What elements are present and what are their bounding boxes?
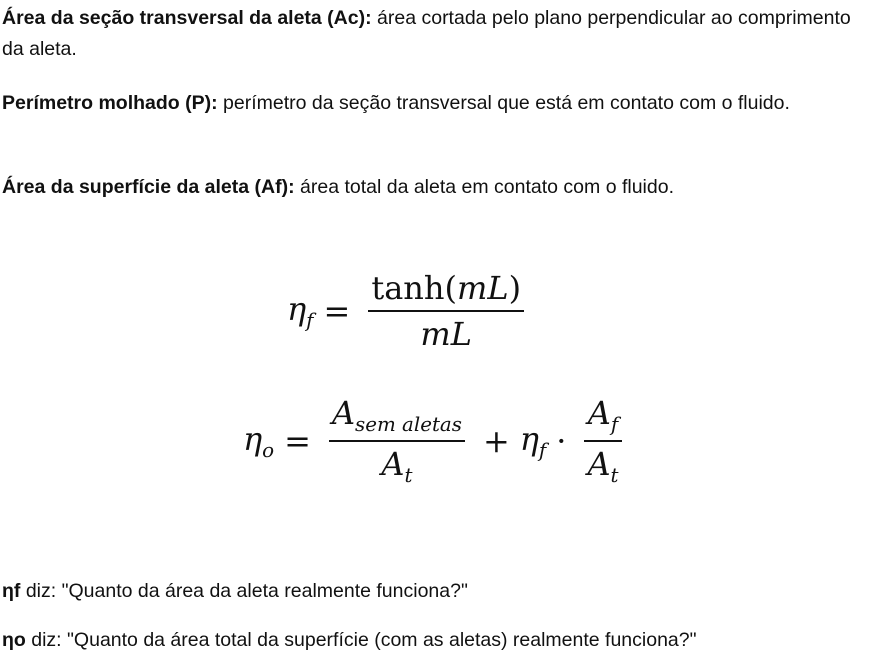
plus-sign: + (482, 422, 510, 461)
note-overall-efficiency (2, 626, 872, 654)
definition-text: perímetro da seção transversal que está em contato com o fluido. (217, 92, 790, 114)
multiply-dot: · (556, 422, 567, 461)
definition-term: Área da superfície da aleta (Af): (2, 176, 295, 198)
fraction-bar (368, 310, 524, 312)
eta-o-symbol: $\eta_o$ (243, 420, 275, 463)
definition-text: área cortada pelo plano perpendicular ao comprimento da aleta. (2, 7, 851, 60)
definition-text: área total da aleta em contato com o fluido. (294, 176, 674, 198)
definition-cross-section-area (2, 3, 872, 65)
note-fin-efficiency (2, 577, 872, 605)
fraction-denominator: mL (420, 314, 472, 353)
fraction-numerator: $A_f$ (587, 394, 619, 436)
definition-wetted-perimeter (2, 88, 872, 119)
definition-fin-surface-area (2, 172, 872, 203)
fraction-numerator: $A_{sem aletas}$ (331, 394, 462, 436)
note-term: ηo (2, 629, 26, 651)
fraction-bar (329, 440, 465, 442)
fin-efficiency-fraction (368, 270, 524, 353)
note-text: diz: "Quanto da área total da superfície (com as aletas) realmente funciona?" (25, 629, 697, 651)
note-term: ηf (2, 580, 21, 602)
fin-efficiency-equation (287, 270, 532, 353)
eta-f-symbol: $\eta_f$ (519, 420, 547, 463)
definition-term: Área da seção transversal da aleta (Ac): (2, 7, 372, 29)
fraction-bar (584, 440, 621, 442)
overall-efficiency-equation (243, 395, 630, 488)
fraction-numerator: tanh(mL) (371, 269, 522, 307)
equals-sign: = (323, 292, 351, 331)
equals-sign: = (284, 422, 311, 461)
eta-f-symbol: $\eta_f$ (287, 290, 314, 333)
note-text: diz: "Quanto da área da aleta realmente funciona?" (20, 580, 468, 602)
fraction-denominator: $A_t$ (587, 444, 619, 487)
fin-area-fraction (584, 395, 621, 488)
fraction-denominator: $A_t$ (381, 444, 413, 487)
unfinned-area-fraction (329, 395, 465, 488)
definition-term: Perímetro molhado (P): (2, 92, 218, 114)
